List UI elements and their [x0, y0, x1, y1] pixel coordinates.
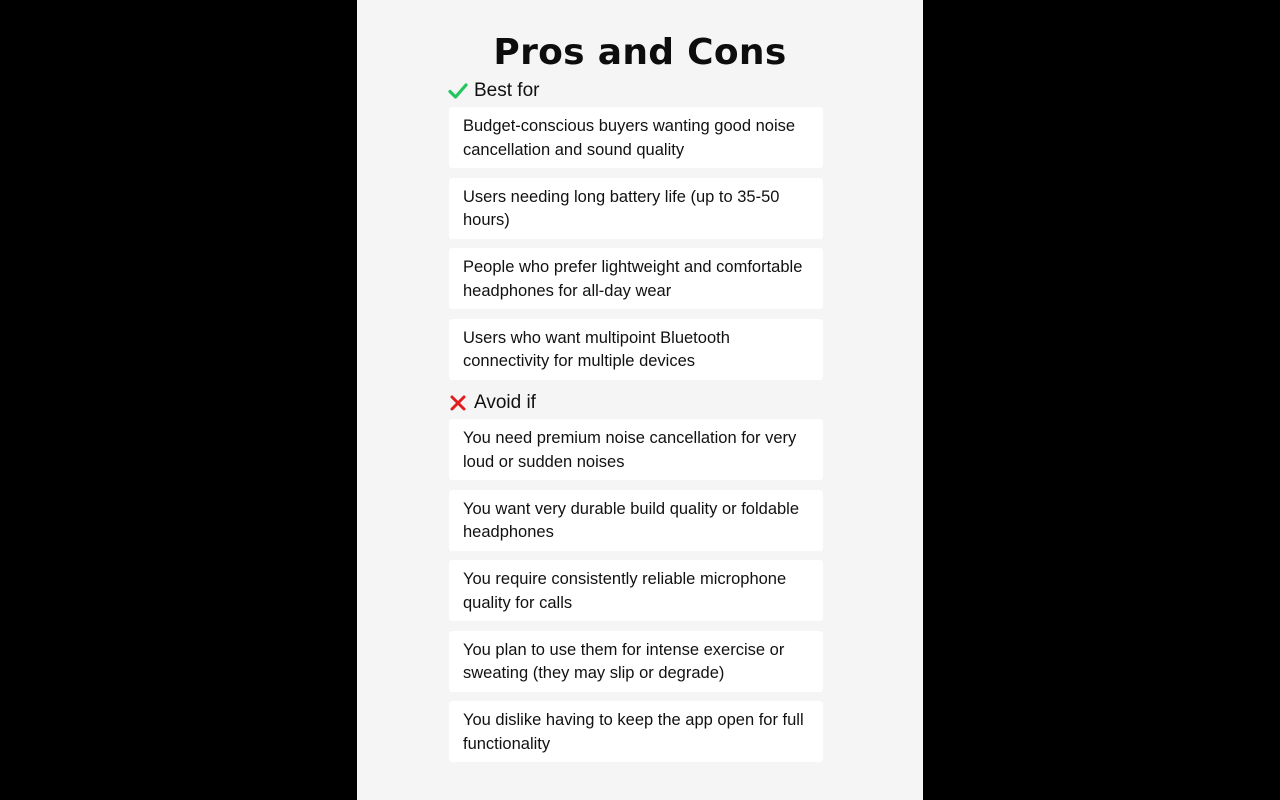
cons-list-item: You require consistently reliable microphone quality for calls — [449, 560, 823, 621]
pros-list-item: Users who want multipoint Bluetooth connectivity for multiple devices — [449, 319, 823, 380]
pros-list-item: Users needing long battery life (up to 35-50 hours) — [449, 178, 823, 239]
pros-section-heading — [448, 78, 539, 104]
cons-section-heading — [448, 390, 536, 416]
cons-heading-label: Avoid if — [474, 392, 536, 413]
cross-icon — [448, 393, 468, 413]
cons-list-item: You dislike having to keep the app open for full functionality — [449, 701, 823, 762]
cons-list — [449, 419, 825, 772]
pros-cons-panel — [357, 0, 923, 800]
page-title: Pros and Cons — [493, 32, 787, 73]
cons-list-item: You need premium noise cancellation for very loud or sudden noises — [449, 419, 823, 480]
pros-list — [449, 107, 825, 389]
pros-heading-label: Best for — [474, 80, 540, 101]
pros-list-item: People who prefer lightweight and comfortable headphones for all-day wear — [449, 248, 823, 309]
check-icon — [448, 81, 468, 101]
cons-list-item: You plan to use them for intense exercise or sweating (they may slip or degrade) — [449, 631, 823, 692]
pros-list-item: Budget-conscious buyers wanting good noise cancellation and sound quality — [449, 107, 823, 168]
cons-list-item: You want very durable build quality or foldable headphones — [449, 490, 823, 551]
